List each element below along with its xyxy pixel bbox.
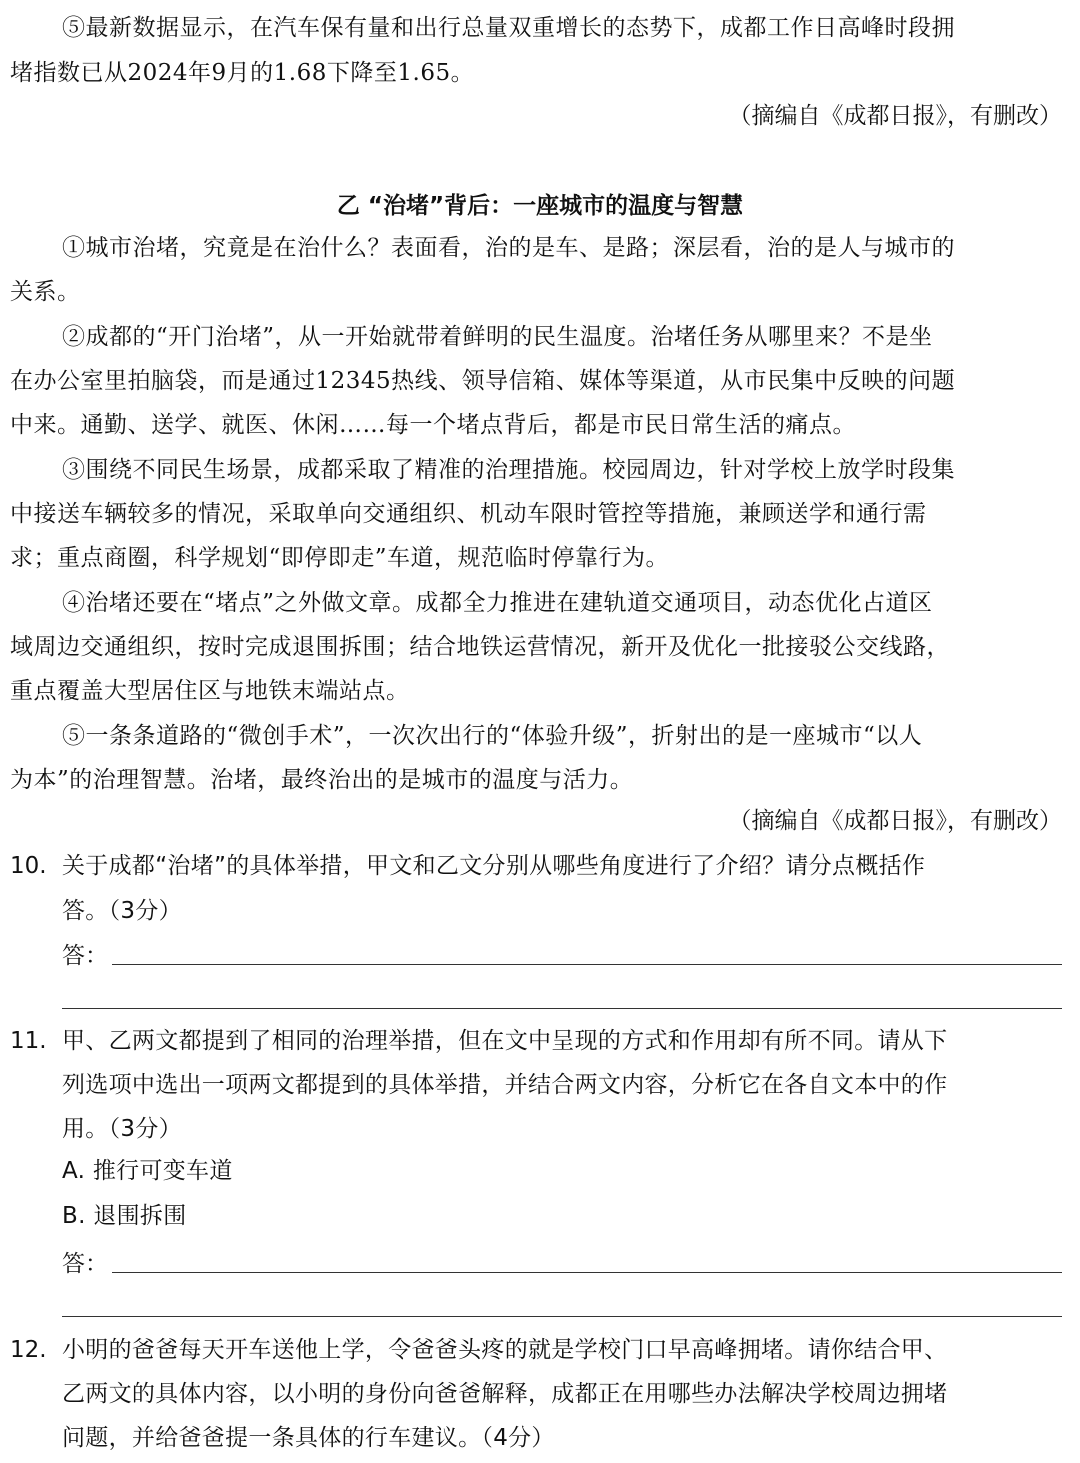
article-a-para5-line2: 堵指数已从2024年9月的1.68下降至1.65。 [10,60,475,86]
question-10-line1: 关于成都“治堵”的具体举措，甲文和乙文分别从哪些角度进行了介绍？请分点概括作 [62,853,926,879]
question-11-answer-line-2[interactable] [62,1316,1062,1317]
question-10-line2: 答。（3分） [62,898,182,924]
question-11-answer-label: 答： [62,1251,108,1277]
question-11-option-b: B. 退围拆围 [62,1203,187,1229]
question-11-answer-line-1[interactable] [112,1272,1062,1273]
article-b-p2-line1: ②成都的“开门治堵”，从一开始就带着鲜明的民生温度。治堵任务从哪里来？不是坐 [62,324,933,350]
article-b-p3-line2: 中接送车辆较多的情况，采取单向交通组织、机动车限时管控等措施，兼顾送学和通行需 [10,501,927,527]
article-b-p4-line2: 域周边交通组织，按时完成退围拆围；结合地铁运营情况，新开及优化一批接驳公交线路， [10,634,950,660]
question-10-answer-label: 答： [62,943,108,969]
article-b-p1-line2: 关系。 [10,279,81,305]
article-b-p5-line1: ⑤一条条道路的“微创手术”，一次次出行的“体验升级”，折射出的是一座城市“以人 [62,723,923,749]
question-11-line1: 甲、乙两文都提到了相同的治理举措，但在文中呈现的方式和作用却有所不同。请从下 [62,1028,948,1054]
article-a-source: （摘编自《成都日报》，有删改） [728,103,1062,129]
question-12-line2: 乙两文的具体内容，以小明的身份向爸爸解释，成都正在用哪些办法解决学校周边拥堵 [62,1381,948,1407]
article-b-title: 乙 “治堵”背后：一座城市的温度与智慧 [336,193,744,219]
article-b-p3-line3: 求；重点商圈，科学规划“即停即走”车道，规范临时停靠行为。 [10,545,670,571]
article-b-p2-line3: 中来。通勤、送学、就医、休闲……每一个堵点背后，都是市民日常生活的痛点。 [10,412,856,438]
article-b-p3-line1: ③围绕不同民生场景，成都采取了精准的治理措施。校园周边，针对学校上放学时段集 [62,457,955,483]
article-b-source: （摘编自《成都日报》，有删改） [728,808,1062,834]
question-12-line3: 问题，并给爸爸提一条具体的行车建议。（4分） [62,1425,555,1451]
question-11-number: 11. [10,1028,47,1054]
article-b-p4-line1: ④治堵还要在“堵点”之外做文章。成都全力推进在建轨道交通项目，动态优化占道区 [62,590,933,616]
question-11-line2: 列选项中选出一项两文都提到的具体举措，并结合两文内容，分析它在各自文本中的作 [62,1072,948,1098]
article-b-p1-line1: ①城市治堵，究竟是在治什么？表面看，治的是车、是路；深层看，治的是人与城市的 [62,235,955,261]
question-12-line1: 小明的爸爸每天开车送他上学，令爸爸头疼的就是学校门口早高峰拥堵。请你结合甲、 [62,1337,948,1363]
question-10-number: 10. [10,853,47,879]
question-10-answer-line-1[interactable] [112,964,1062,965]
article-b-p2-line2: 在办公室里拍脑袋，而是通过12345热线、领导信箱、媒体等渠道，从市民集中反映的问题 [10,368,956,394]
article-b-p4-line3: 重点覆盖大型居住区与地铁末端站点。 [10,678,410,704]
question-12-number: 12. [10,1337,47,1363]
question-10-answer-line-2[interactable] [62,1008,1062,1009]
question-11-line3: 用。（3分） [62,1116,182,1142]
article-b-p5-line2: 为本”的治理智慧。治堵，最终治出的是城市的温度与活力。 [10,767,634,793]
article-a-para5-line1: ⑤最新数据显示，在汽车保有量和出行总量双重增长的态势下，成都工作日高峰时段拥 [62,15,955,41]
question-11-option-a: A. 推行可变车道 [62,1158,233,1184]
